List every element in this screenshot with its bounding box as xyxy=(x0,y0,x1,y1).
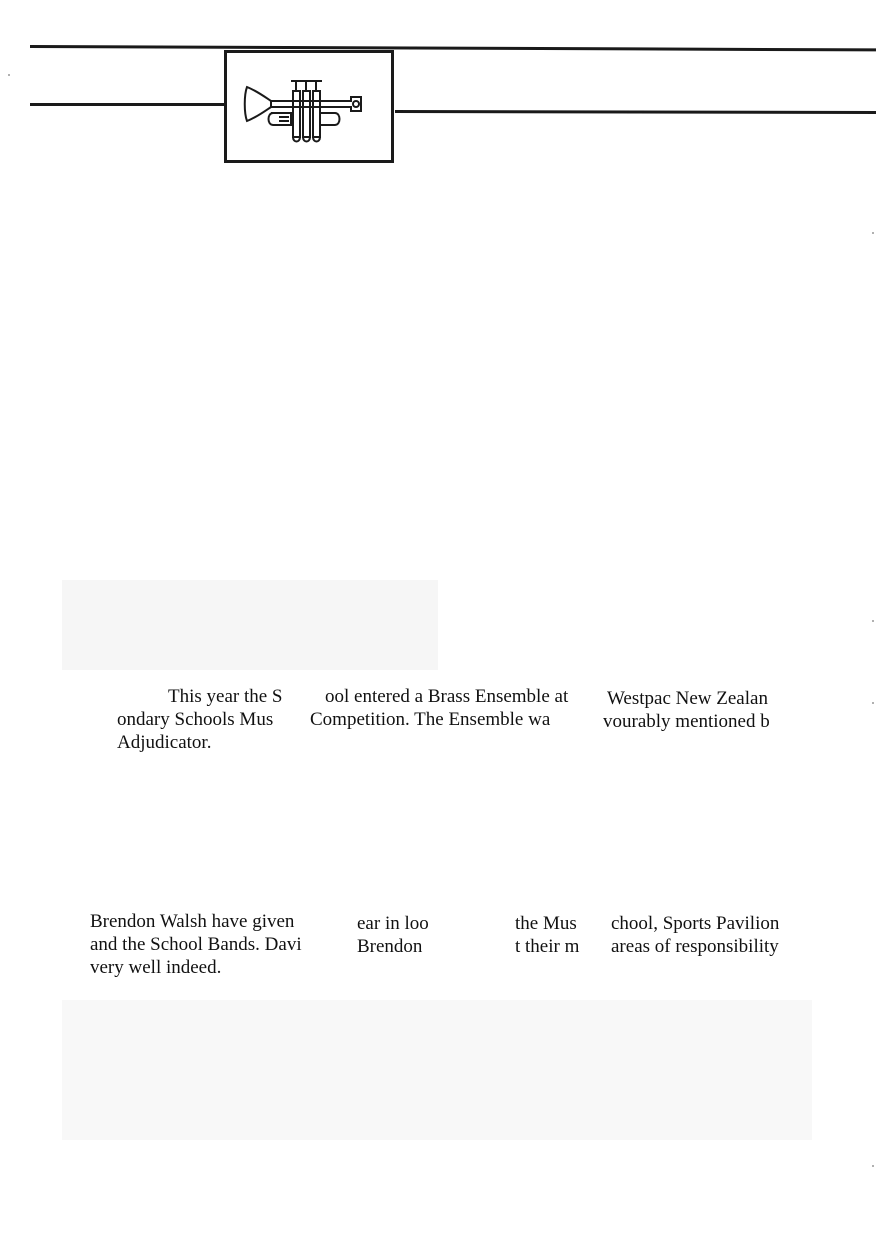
para1-col3 xyxy=(603,687,770,733)
header-rule-top xyxy=(30,45,876,51)
text-line: very well indeed. xyxy=(90,957,222,978)
text-line: Brendon xyxy=(357,936,423,957)
para2-col4 xyxy=(611,912,779,958)
header-rule-left xyxy=(30,103,226,106)
para2-col3 xyxy=(515,912,579,958)
scan-shadow xyxy=(62,1000,812,1140)
text-line: and the School Bands. Davi xyxy=(90,934,302,955)
text-line: This year the S xyxy=(168,686,283,707)
text-line: vourably mentioned b xyxy=(603,711,770,732)
text-line: Brendon Walsh have given xyxy=(90,911,295,932)
scan-speck xyxy=(872,702,874,704)
text-line: Competition. The Ensemble wa xyxy=(310,709,551,730)
scan-speck xyxy=(872,620,874,622)
text-line: chool, Sports Pavilion xyxy=(611,913,780,934)
text-line: ool entered a Brass Ensemble at xyxy=(325,686,569,707)
para1-col2 xyxy=(310,685,568,731)
para2-col1 xyxy=(90,910,302,979)
text-line: Adjudicator. xyxy=(117,732,212,753)
text-line: areas of responsibility xyxy=(611,936,779,957)
text-line: the Mus xyxy=(515,913,577,934)
scan-speck xyxy=(8,74,10,76)
para2-col2 xyxy=(357,912,429,958)
text-line: ondary Schools Mus xyxy=(117,709,274,730)
text-line: Westpac New Zealan xyxy=(607,688,768,709)
header-rule-right xyxy=(395,110,876,114)
text-line: t their m xyxy=(515,936,580,957)
scan-speck xyxy=(872,1165,874,1167)
scan-speck xyxy=(872,232,874,234)
trumpet-icon xyxy=(243,77,375,147)
scan-shadow xyxy=(62,580,438,670)
para1-col1 xyxy=(117,685,283,754)
emblem-box xyxy=(224,50,394,163)
text-line: ear in loo xyxy=(357,913,429,934)
